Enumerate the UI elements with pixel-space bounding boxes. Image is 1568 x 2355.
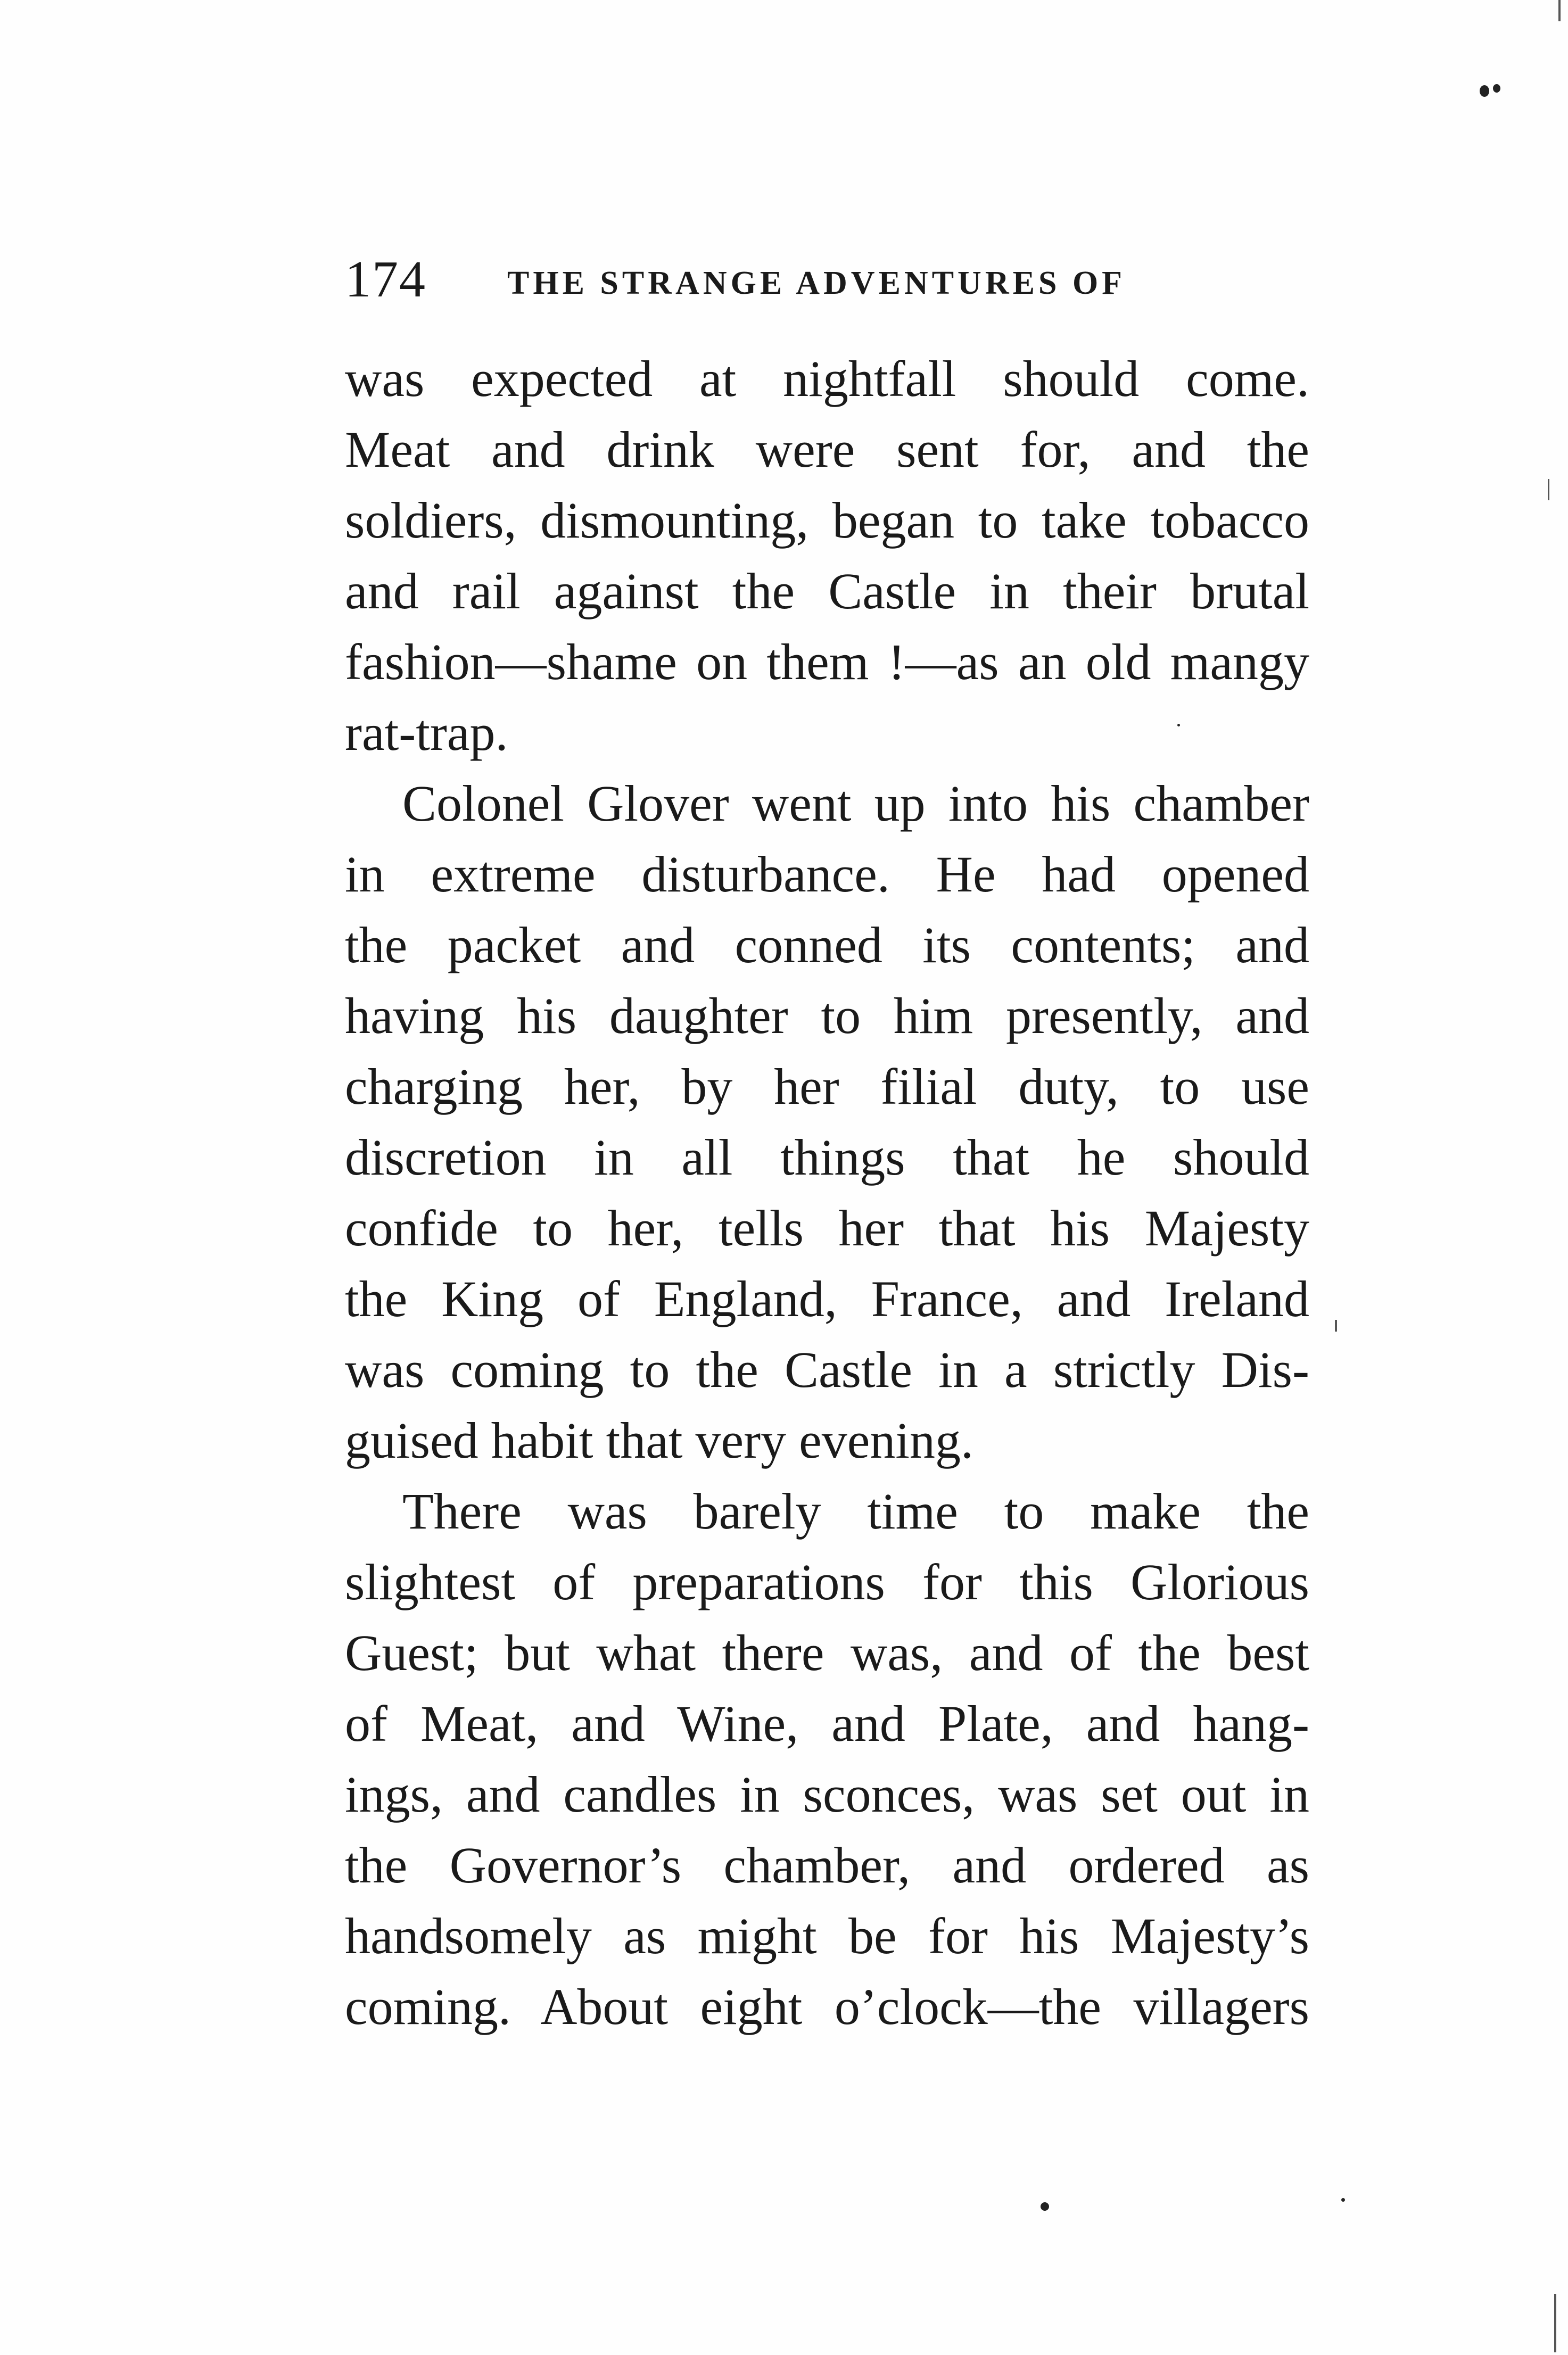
paragraph-start-line: Colonel Glover went up into his chamber [402, 775, 1309, 832]
running-head: THE STRANGE ADVENTURES OF [507, 265, 1126, 301]
text-line: the King of England, France, and Ireland [345, 1270, 1309, 1327]
text-line: the packet and conned its contents; and [345, 916, 1309, 973]
text-line: handsomely as might be for his Majesty’s [345, 1907, 1309, 1964]
page-header [345, 242, 1303, 317]
text-line: was coming to the Castle in a strictly Dis- [345, 1341, 1309, 1398]
text-line: of Meat, and Wine, and Plate, and hang- [345, 1695, 1309, 1752]
text-line: Guest; but what there was, and of the best [345, 1624, 1309, 1681]
text-line: coming. About eight o’clock—the villagers [345, 1978, 1309, 2035]
ink-speck [1041, 2202, 1049, 2211]
scan-edge-mark [1548, 479, 1549, 500]
text-line: was expected at nightfall should come. [345, 350, 1309, 407]
text-line: confide to her, tells her that his Majesty [345, 1200, 1309, 1257]
text-line: ings, and candles in sconces, was set out in [345, 1766, 1309, 1823]
page-number: 174 [345, 251, 426, 308]
text-line: soldiers, dismounting, began to take tobacco [345, 492, 1309, 549]
text-line: guised habit that very evening. [345, 1412, 974, 1469]
ink-speck [1341, 2198, 1345, 2202]
text-line: the Governor’s chamber, and ordered as [345, 1837, 1309, 1894]
text-line: charging her, by her filial duty, to use [345, 1058, 1309, 1115]
text-line: in extreme disturbance. He had opened [345, 846, 1309, 903]
text-line: having his daughter to him presently, and [345, 987, 1309, 1044]
text-line: slightest of preparations for this Glorious [345, 1554, 1309, 1610]
text-line: discretion in all things that he should [345, 1129, 1309, 1186]
text-line: rat-trap. [345, 704, 508, 761]
paragraph-start-line: There was barely time to make the [402, 1483, 1309, 1540]
scan-edge-mark [1554, 2294, 1556, 2352]
body-text [345, 343, 1309, 2042]
text-line: fashion—shame on them !—as an old mangy [345, 633, 1309, 690]
text-line: and rail against the Castle in their brutal [345, 563, 1309, 619]
ink-speck [1177, 724, 1180, 726]
text-line: Meat and drink were sent for, and the [345, 421, 1309, 478]
scan-edge-mark [1558, 0, 1561, 21]
ink-speck [1480, 85, 1489, 97]
scan-edge-mark [1335, 1320, 1337, 1332]
ink-speck [1493, 84, 1500, 93]
